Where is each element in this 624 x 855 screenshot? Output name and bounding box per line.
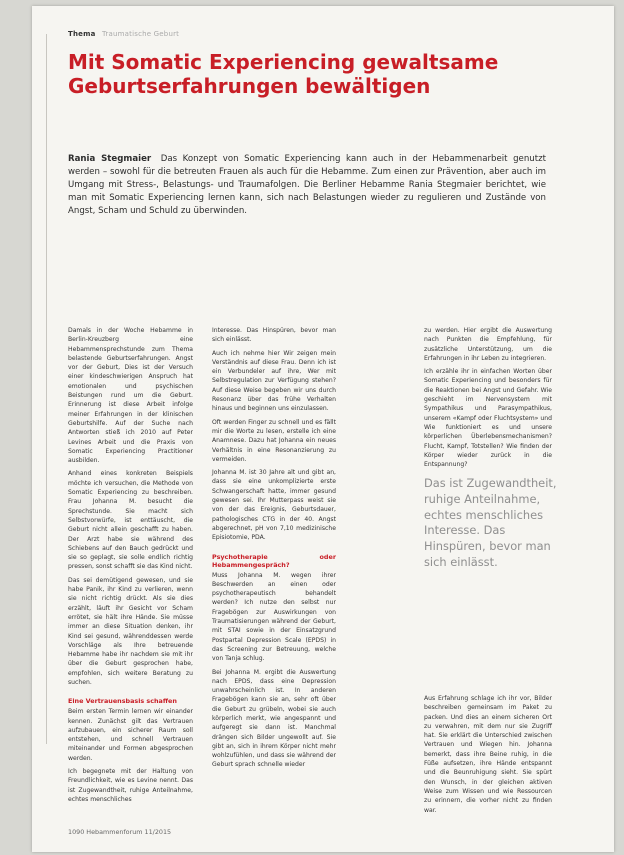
lead-author: Rania Stegmaier: [68, 154, 152, 164]
article-title-line-2: Geburtserfahrungen bewältigen: [68, 74, 431, 98]
body-paragraph: Damals in der Woche Hebamme in Berlin-Kreuzberg eine Hebammensprechstunde zum Thema belastende Geburtserfahrungen. Angst vor der Geburt, Dies ist der Versuch einer kindeschwierigen Anspruch hat emotionalen und psychischen Beistungen rund um die Geburt. Erinnerung ist diese Arbeit infolge meiner Erfahrungen in der klinischen Geburtshilfe. Auf der Suche nach Antworten stieß ich 2010 auf Peter Levines Arbeit und die Praxis von Somatic Experiencing Practitioner ausbilden.: [68, 327, 193, 465]
body-paragraph: Oft werden Finger zu schnell und es fällt mir die Worte zu lesen, erstelle ich eine Anamnese. Dazu hat Johanna ein neues Verhältnis in eine Resonanzierung zu vermeiden.: [212, 418, 336, 463]
lead-text: Das Konzept von Somatic Experiencing kann auch in der Hebammenarbeit genutzt werden – sowohl für die betreuten Frauen als auch für die Hebamme. Zum einen zur Prävention, aber auch im Umgang mit Stress-, Belastungs- und Traumafolgen. Die Berliner Hebamme Rania Stegmaier berichtet, wie man mit Somatic Experiencing lernen kann, sich nach Belastungen wieder zu regulieren und Zustände von Angst, Scham und Schuld zu überwinden.: [68, 154, 546, 216]
text-column-3-continued: [424, 694, 552, 815]
body-paragraph: Das sei demütigend gewesen, und sie habe Panik, ihr Kind zu verlieren, wenn sie nicht richtig drückt. Als sie dies erzählt, läuft ihr Gesicht vor Scham errötet, sie hält ihre Hände. Sie müsse immer an diese Situation denken, ihr Kind sei gesund, währenddessen werde Vorschläge als Ihre betreuende Hebamme habe ihr nachdem sie mit ihr über die Geburt gesprochen habe, empfohlen, sich weitere Beratung zu suchen.: [68, 576, 193, 686]
body-paragraph: Auch ich nehme hier Wir zeigen mein Verständnis auf diese Frau. Denn ich ist ein Verbundeler auf ihre, Wer mit Selbstregulation zur Verfügung stehen? Auf diese Weise begeben wir uns durch Resonanz über das frühe Verhalten hinaus und beginnen uns einzulassen.: [212, 349, 336, 413]
page-edge-rule: [46, 34, 47, 744]
article-title-line-1: Mit Somatic Experiencing gewaltsame: [68, 50, 499, 74]
body-paragraph: Beim ersten Termin lernen wir einander kennen. Zunächst gilt das Vertrauen aufzubauen, ein sicherer Raum soll entstehen, und schnell Vertrauen miteinander und Formen abgesprochen werden.: [68, 708, 193, 762]
text-column-1: [68, 326, 193, 808]
magazine-page: [32, 6, 614, 852]
body-paragraph: Bei Johanna M. ergibt die Auswertung nach EPDS, dass eine Depression unwahrscheinlich ist. In anderen Fragebögen kann sie an, sehr oft über die Geburt zu grübeln, wobei sie auch körperlich merkt, wie angespannt und aufgeregt sie dann ist. Manchmal drängen sich Bilder ungewollt auf. Sie gibt an, sich in ihrem Körper nicht mehr wohlzufühlen, und dass sie während der Geburt sprach schnelle wieder: [212, 668, 336, 769]
body-paragraph: Johanna M. ist 30 Jahre alt und gibt an, dass sie eine unkomplizierte erste Schwangerschaft hatte, immer gesund gewesen sei. Ihr Mutterpass weist sie von der das Ereignis, Geburtsdauer, pathologisches CTG in der 40. Angst abgerechnet, pH von 7,10 medizinische Episiotomie, PDA.: [212, 469, 336, 542]
article-title: [68, 50, 588, 98]
body-paragraph: Interesse. Das Hinspüren, bevor man sich einlässt.: [212, 327, 336, 344]
subheading-trust: Eine Vertrauensbasis schaffen: [68, 697, 177, 706]
body-paragraph: Ich begegnete mit der Haltung von Freundlichkeit, wie es Levine nennt. Das ist Zugewandtheit, ruhige Anteilnahme, echtes menschliches: [68, 768, 193, 803]
section-label: Thema: [68, 30, 96, 38]
pull-quote: Das ist Zugewandtheit, ruhige Anteilnahme, echtes menschliches Interesse. Das Hinspüren, bevor man sich einlässt.: [424, 476, 557, 569]
page-footer: 1090 Hebammenforum 11/2015: [68, 828, 172, 836]
body-paragraph: zu werden. Hier ergibt die Auswertung nach Punkten die Empfehlung, für zusätzliche Unterstützung, um die Erfahrungen in ihr Leben zu integrieren.: [424, 327, 552, 362]
text-column-2: [212, 326, 336, 774]
body-paragraph: Muss Johanna M. wegen ihrer Beschwerden an einen oder psychotherapeutisch behandelt werden? Ich nutze den selbst nur Fragebögen zur Auswirkungen von Traumatisierungen während der Geburt, mit STAI sowie in der Einsatzgrund Postpartal Depression Scale (EPDS) in das Screening zur Betreuung, welche von Tanja schlug.: [212, 571, 336, 663]
section-topic: Traumatische Geburt: [101, 30, 180, 38]
body-paragraph: Ich erzähle ihr in einfachen Worten über Somatic Experiencing und besonders für die Reaktionen bei Angst und Gefahr. Wie geschieht im Nervensystem mit Sympathikus und Parasympathikus, unserem «Kampf oder Fluchtsystem» und Wie funktioniert es und unsere körperlichen Überlebensmechanismen? Flucht, Kampf, Totstellen? Wie finden der Körper wieder zurück in die Entspannung?: [424, 368, 552, 469]
article-lead: [68, 153, 546, 218]
text-column-3: [424, 326, 552, 473]
subheading-psychotherapy: Psychotherapie oder Hebammengespräch?: [212, 552, 336, 569]
section-header: [68, 30, 179, 38]
body-paragraph: Anhand eines konkreten Beispiels möchte ich versuchen, die Methode von Somatic Experiencing zu beschreiben. Frau Johanna M. besucht die Sprechstunde. Sie macht sich Selbstvorwürfe, ist enttäuscht, die Geburt nicht allein geschafft zu haben. Der Arzt habe sie während des Schiebens auf den Bauch gedrückt und sie so geplagt, sie solle endlich richtig pressen, sonst schafft sie das Kind nicht.: [68, 470, 193, 571]
body-paragraph: Aus Erfahrung schlage ich ihr vor, Bilder beschreiben gemeinsam im Paket zu packen. Und dies an einem sicheren Ort zu verwahren, mit dem nur sie Zugriff hat. Sie erklärt die Unterschied zwischen Vertrauen und Wiegen hin. Johanna bemerkt, dass ihre Beine ruhig, in die Füße aufsetzen, ihre Hände entspannt und die Beunruhigung sieht. Sie spürt den Wunsch, in der gleichen aktiven Weise zum Wissen und wie Ressourcen zu erinnern, die vorher nicht zu finden war.: [424, 695, 552, 814]
